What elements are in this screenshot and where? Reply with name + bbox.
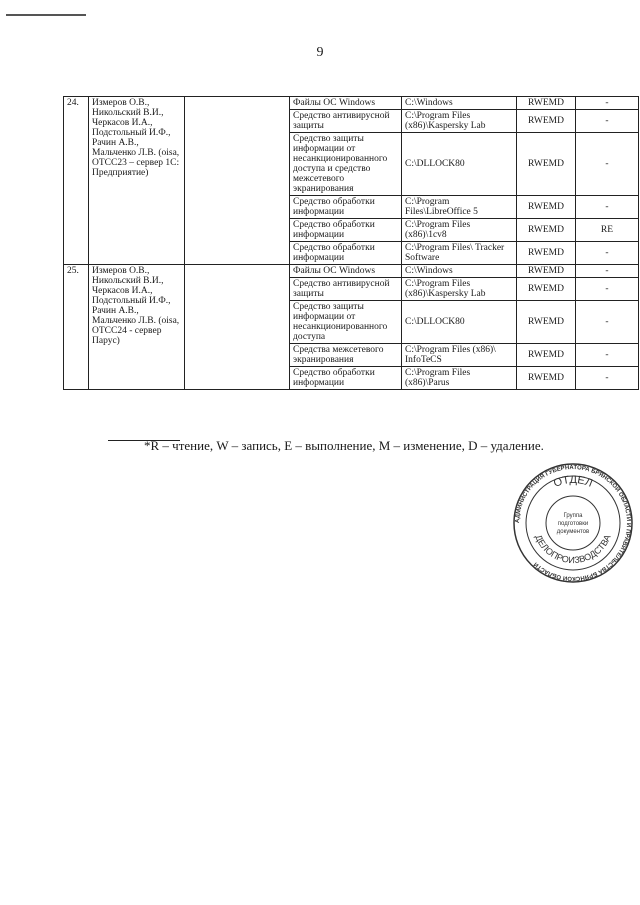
resource-path-cell: C:\Program Files (x86)\1cv8	[402, 219, 517, 242]
rights-cell: RWEMD	[517, 344, 576, 367]
rights-cell: RWEMD	[517, 219, 576, 242]
access-rights-table	[63, 96, 639, 390]
rights-cell: RWEMD	[517, 242, 576, 265]
extra-rights-cell: -	[576, 301, 639, 344]
page-number: 9	[316, 45, 324, 60]
table-row	[64, 97, 639, 110]
resource-name-cell: Средство антивирусной защиты	[290, 110, 402, 133]
empty-cell	[185, 265, 290, 390]
extra-rights-cell: -	[576, 344, 639, 367]
resource-name-cell: Средство обработки информации	[290, 242, 402, 265]
resource-name-cell: Средство антивирусной защиты	[290, 278, 402, 301]
extra-rights-cell: -	[576, 278, 639, 301]
rights-cell: RWEMD	[517, 301, 576, 344]
resource-name-cell: Средства межсетевого экранирования	[290, 344, 402, 367]
stamp-center-line-3: документов	[556, 529, 590, 535]
extra-rights-cell: -	[576, 367, 639, 390]
svg-text:ОТДЕЛ	[552, 474, 594, 490]
resource-name-cell: Средство обработки информации	[290, 219, 402, 242]
resource-name-cell: Средство обработки информации	[290, 367, 402, 390]
stamp-middle-text: ДЕЛОПРОИЗВОДСТВА	[533, 533, 613, 566]
resource-name-cell: Средство защиты информации от несанкционированного доступа	[290, 301, 402, 344]
resource-path-cell: C:\Windows	[402, 265, 517, 278]
extra-rights-cell: RE	[576, 219, 639, 242]
extra-rights-cell: -	[576, 242, 639, 265]
stamp-ring-text: АДМИНИСТРАЦИЯ ГУБЕРНАТОРА БРЯНСКОЙ ОБЛАСТИ И ПРАВИТЕЛЬСТВА БРЯНСКОЙ ОБЛАСТИ	[514, 464, 632, 582]
row-number: 24.	[64, 97, 89, 265]
resource-path-cell: C:\Program Files (x86)\Kaspersky Lab	[402, 278, 517, 301]
resource-path-cell: C:\Program Files\LibreOffice 5	[402, 196, 517, 219]
resource-path-cell: C:\Windows	[402, 97, 517, 110]
table-row	[64, 265, 639, 278]
top-rule	[6, 14, 86, 16]
resource-path-cell: C:\DLLOCK80	[402, 133, 517, 196]
resource-name-cell: Средство защиты информации от несанкционированного доступа и средство межсетевого экранирования	[290, 133, 402, 196]
footnote: *R – чтение, W – запись, E – выполнение, M – изменение, D – удаление.	[144, 438, 544, 453]
rights-cell: RWEMD	[517, 367, 576, 390]
row-number: 25.	[64, 265, 89, 390]
empty-cell	[185, 97, 290, 265]
resource-name-cell: Средство обработки информации	[290, 196, 402, 219]
resource-path-cell: C:\Program Files (x86)\Kaspersky Lab	[402, 110, 517, 133]
users-cell: Измеров О.В., Никольский В.И., Черкасов И.А., Подстольный И.Ф., Рачин А.В., Мальченко Л.В. (oisa, ОТСС23 – сервер 1С: Предприятие)	[89, 97, 185, 265]
resource-name-cell: Файлы ОС Windows	[290, 265, 402, 278]
extra-rights-cell: -	[576, 196, 639, 219]
official-stamp	[512, 462, 634, 584]
rights-cell: RWEMD	[517, 97, 576, 110]
resource-path-cell: C:\Program Files (x86)\ InfoTeCS	[402, 344, 517, 367]
rights-cell: RWEMD	[517, 265, 576, 278]
rights-cell: RWEMD	[517, 196, 576, 219]
stamp-center-line-2: подготовки	[557, 521, 589, 527]
svg-text:ДЕЛОПРОИЗВОДСТВА	[533, 533, 612, 565]
resource-name-cell: Файлы ОС Windows	[290, 97, 402, 110]
rights-cell: RWEMD	[517, 133, 576, 196]
users-cell: Измеров О.В., Никольский В.И., Черкасов И.А., Подстольный И.Ф., Рачин А.В., Мальченко Л.В. (oisa, ОТСС24 - сервер Парус)	[89, 265, 185, 390]
resource-path-cell: C:\Program Files\ Tracker Software	[402, 242, 517, 265]
extra-rights-cell: -	[576, 110, 639, 133]
stamp-top-text: ОТДЕЛ	[551, 473, 595, 490]
resource-path-cell: C:\DLLOCK80	[402, 301, 517, 344]
resource-path-cell: C:\Program Files (x86)\Parus	[402, 367, 517, 390]
rights-cell: RWEMD	[517, 110, 576, 133]
extra-rights-cell: -	[576, 97, 639, 110]
extra-rights-cell: -	[576, 265, 639, 278]
stamp-center-line-1: Группа	[563, 513, 583, 519]
extra-rights-cell: -	[576, 133, 639, 196]
rights-cell: RWEMD	[517, 278, 576, 301]
